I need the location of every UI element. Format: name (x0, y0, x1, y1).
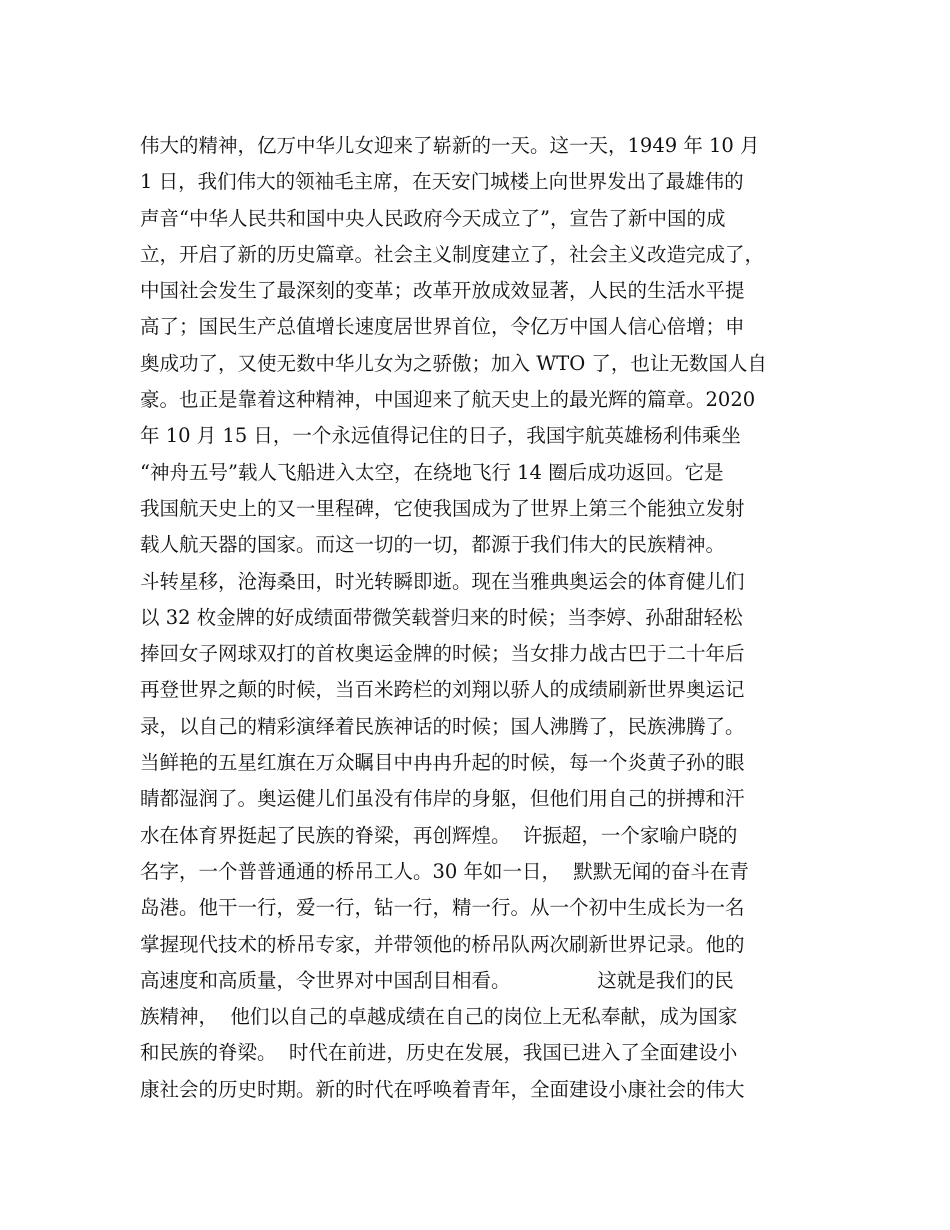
text-line: 伟大的精神，亿万中华儿女迎来了崭新的一天。这一天，1949 年 10 月 (140, 134, 760, 157)
text-line: 康社会的历史时期。新的时代在呼唤着青年，全面建设小康社会的伟大 (140, 1077, 745, 1101)
text-line: 中国社会发生了最深刻的变革；改革开放成效显著，人民的生活水平提 (140, 279, 745, 303)
text-line: 名字，一个普普通通的桥吊工人。30 年如一日， 默默无闻的奋斗在青 (140, 859, 749, 883)
text-line: 年 10 月 15 日，一个永远值得记住的日子，我国宇航英雄杨利伟乘坐 (140, 424, 741, 448)
text-line: 再登世界之颠的时候，当百米跨栏的刘翔以骄人的成绩刷新世界奥运记 (140, 678, 745, 702)
text-line: 掌握现代技术的桥吊专家，并带领他的桥吊队两次刷新世界记录。他的 (140, 932, 745, 956)
text-line: 族精神， 他们以自己的卓越成绩在自己的岗位上无私奉献，成为国家 (140, 1005, 738, 1029)
text-line: 睛都湿润了。奥运健儿们虽没有伟岸的身躯，但他们用自己的拼搏和汗 (140, 787, 745, 811)
text-line: 1 日，我们伟大的领袖毛主席，在天安门城楼上向世界发出了最雄伟的 (140, 170, 744, 194)
text-line: 立，开启了新的历史篇章。社会主义制度建立了，社会主义改造完成了， (140, 242, 765, 266)
text-line: 水在体育界挺起了民族的脊梁，再创辉煌。 许振超，一个家喻户晓的 (140, 823, 738, 847)
text-line: 载人航天器的国家。而这一切的一切，都源于我们伟大的民族精神。 (140, 533, 726, 557)
text-line: 当鲜艳的五星红旗在万众瞩目中冉冉升起的时候，每一个炎黄子孙的眼 (140, 751, 745, 775)
text-line: 奥成功了，又使无数中华儿女为之骄傲；加入 WTO 了，也让无数国人自 (140, 351, 767, 375)
text-line: 我国航天史上的又一里程碑，它使我国成为了世界上第三个能独立发射 (140, 496, 745, 520)
text-line: 声音“中华人民共和国中央人民政府今天成立了”，宣告了新中国的成 (140, 206, 726, 230)
text-line: 录，以自己的精彩演绎着民族神话的时候；国人沸腾了，民族沸腾了。 (140, 714, 745, 738)
text-line: 斗转星移，沧海桑田，时光转瞬即逝。现在当雅典奥运会的体育健儿们 (140, 569, 745, 593)
text-line: 岛港。他干一行，爱一行，钻一行，精一行。从一个初中生成长为一名 (140, 896, 745, 920)
text-line: 高速度和高质量，令世界对中国刮目相看。 这就是我们的民 (140, 968, 734, 992)
text-line: 和民族的脊梁。 时代在前进，历史在发展，我国已进入了全面建设小 (140, 1041, 738, 1065)
text-line: 豪。也正是靠着这种精神，中国迎来了航天史上的最光辉的篇章。2020 (140, 388, 756, 412)
text-line: 捧回女子网球双打的首枚奥运金牌的时候；当女排力战古巴于二十年后 (140, 642, 745, 666)
text-line: 以 32 枚金牌的好成绩面带微笑载誉归来的时候；当李婷、孙甜甜轻松 (140, 605, 743, 629)
text-line: 高了；国民生产总值增长速度居世界首位，令亿万中国人信心倍增；申 (140, 315, 745, 339)
text-line: “神舟五号”载人飞船进入太空，在绕地飞行 14 圈后成功返回。它是 (140, 460, 724, 484)
body-text (140, 128, 820, 1108)
